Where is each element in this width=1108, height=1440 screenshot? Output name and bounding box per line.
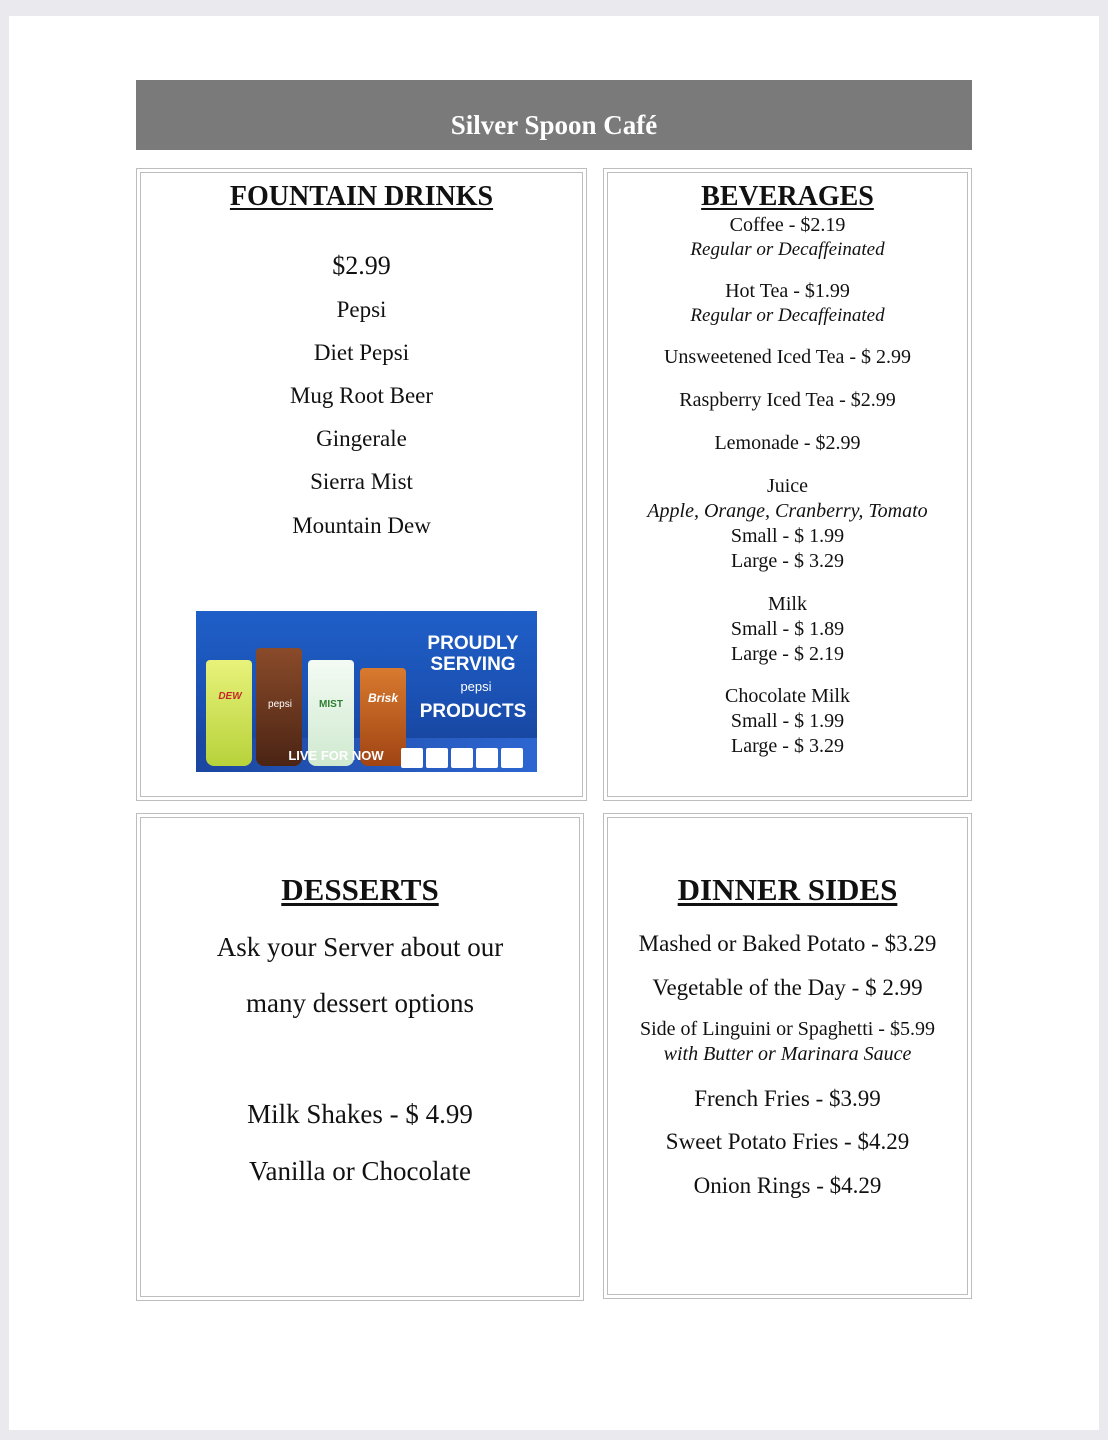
cafe-title-bar [136, 80, 972, 150]
milk-shakes-item: Milk Shakes - $ 4.99 [247, 1099, 473, 1129]
ad-cup-label: MIST [319, 699, 343, 710]
ad-cup-label: DEW [218, 691, 242, 702]
coffee-note: Regular or Decaffeinated [690, 239, 885, 260]
mist-logo-icon [451, 748, 473, 768]
fountain-heading: FOUNTAIN DRINKS [229, 181, 494, 212]
ad-brand-logos [401, 748, 523, 768]
cafe-title: Silver Spoon Café [450, 110, 658, 140]
hot-tea-note: Regular or Decaffeinated [690, 305, 885, 326]
pepsi-logo-icon [401, 748, 423, 768]
dinner-sides-panel [603, 813, 972, 1299]
fountain-item: Sierra Mist [310, 469, 413, 494]
ad-cup-label: Brisk [367, 691, 399, 705]
beverages-panel [603, 168, 972, 801]
juice-flavors: Apple, Orange, Cranberry, Tomato [647, 500, 928, 522]
fountain-item: Pepsi [336, 297, 387, 322]
potato-item: Mashed or Baked Potato - $3.29 [638, 931, 937, 956]
unsweetened-tea-item: Unsweetened Iced Tea - $ 2.99 [663, 346, 912, 368]
pasta-note: with Butter or Marinara Sauce [663, 1043, 912, 1065]
juice-large: Large - $ 3.29 [731, 550, 844, 572]
coffee-item: Coffee - $2.19 [729, 214, 846, 236]
juice-small: Small - $ 1.99 [730, 525, 845, 547]
onion-rings-item: Onion Rings - $4.29 [693, 1173, 882, 1198]
chocolate-milk-item: Chocolate Milk [725, 685, 850, 707]
french-fries-item: French Fries - $3.99 [694, 1086, 881, 1111]
ad-tagline: LIVE FOR NOW [288, 748, 384, 763]
desserts-panel [136, 813, 584, 1301]
ad-proudly: PROUDLY [427, 633, 519, 654]
pepsi-ad-banner [196, 611, 537, 772]
dinner-sides-heading: DINNER SIDES [677, 872, 898, 907]
brisk-logo-icon [501, 748, 523, 768]
fountain-item: Diet Pepsi [313, 340, 410, 365]
beverages-heading: BEVERAGES [701, 181, 874, 212]
fountain-item: Mountain Dew [292, 513, 431, 538]
lemonade-item: Lemonade - $2.99 [714, 432, 861, 454]
chocolate-milk-small: Small - $ 1.99 [730, 710, 845, 732]
milk-item: Milk [768, 593, 807, 615]
desserts-heading: DESSERTS [281, 872, 439, 907]
mountain-dew-cup-icon [206, 660, 252, 766]
juice-item: Juice [766, 475, 809, 497]
fountain-price: $2.99 [332, 251, 391, 280]
raspberry-tea-item: Raspberry Iced Tea - $2.99 [679, 389, 896, 411]
pasta-item: Side of Linguini or Spaghetti - $5.99 [640, 1018, 935, 1040]
vegetable-item: Vegetable of the Day - $ 2.99 [652, 975, 923, 1000]
milk-large: Large - $ 2.19 [731, 643, 844, 665]
milk-small: Small - $ 1.89 [730, 618, 845, 640]
milk-shakes-flavors: Vanilla or Chocolate [249, 1156, 471, 1186]
hot-tea-item: Hot Tea - $1.99 [725, 280, 850, 302]
ad-serving: SERVING [430, 654, 516, 675]
desserts-line1: Ask your Server about our [216, 932, 504, 962]
chocolate-milk-large: Large - $ 3.29 [731, 735, 844, 757]
desserts-line2: many dessert options [246, 988, 474, 1018]
ad-cup-label: pepsi [268, 699, 292, 710]
ad-products: PRODUCTS [419, 701, 527, 722]
fountain-item: Mug Root Beer [289, 383, 434, 408]
diet-pepsi-logo-icon [426, 748, 448, 768]
sweet-potato-fries-item: Sweet Potato Fries - $4.29 [665, 1129, 910, 1154]
ad-pepsi-brand: pepsi [460, 679, 492, 694]
dew-logo-icon [476, 748, 498, 768]
fountain-item: Gingerale [316, 426, 407, 451]
